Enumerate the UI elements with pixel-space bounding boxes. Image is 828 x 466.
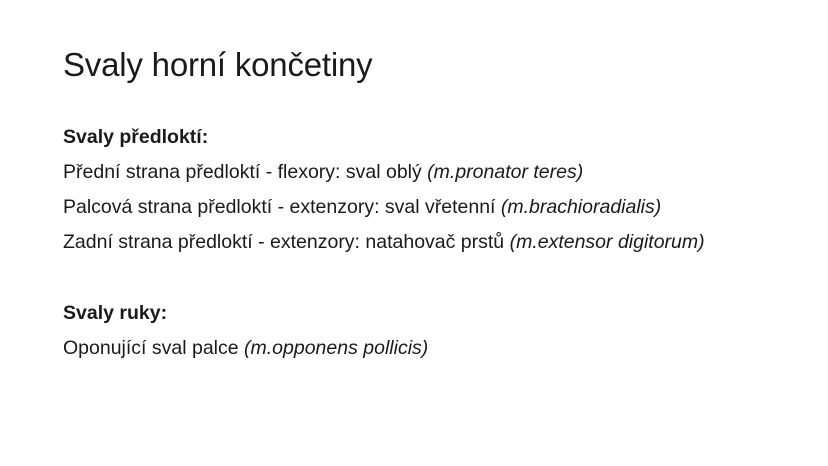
item-text: Palcová strana předloktí - extenzory: sval vřetenní (63, 196, 501, 218)
item-latin-name: (m.brachioradialis) (500, 196, 662, 218)
list-item (63, 229, 783, 255)
slide-body (63, 124, 783, 370)
item-latin-name: (m.pronator teres) (427, 161, 584, 183)
slide-title: Svaly horní končetiny (63, 46, 373, 83)
item-latin-name: (m.opponens pollicis) (244, 337, 429, 359)
list-item (63, 194, 783, 220)
section-spacer (63, 264, 783, 300)
list-item (63, 335, 783, 361)
item-text: Přední strana předloktí - flexory: sval oblý (63, 161, 428, 183)
item-text: Zadní strana předloktí - extenzory: natahovač prstů (63, 231, 510, 253)
item-latin-name: (m.extensor digitorum) (509, 231, 705, 253)
section-hand-muscles (63, 300, 783, 361)
section-heading: Svaly předloktí: (63, 126, 209, 148)
section-heading: Svaly ruky: (63, 302, 168, 324)
section-forearm-muscles (63, 124, 783, 255)
list-item (63, 159, 783, 185)
item-text: Oponující sval palce (63, 337, 245, 359)
